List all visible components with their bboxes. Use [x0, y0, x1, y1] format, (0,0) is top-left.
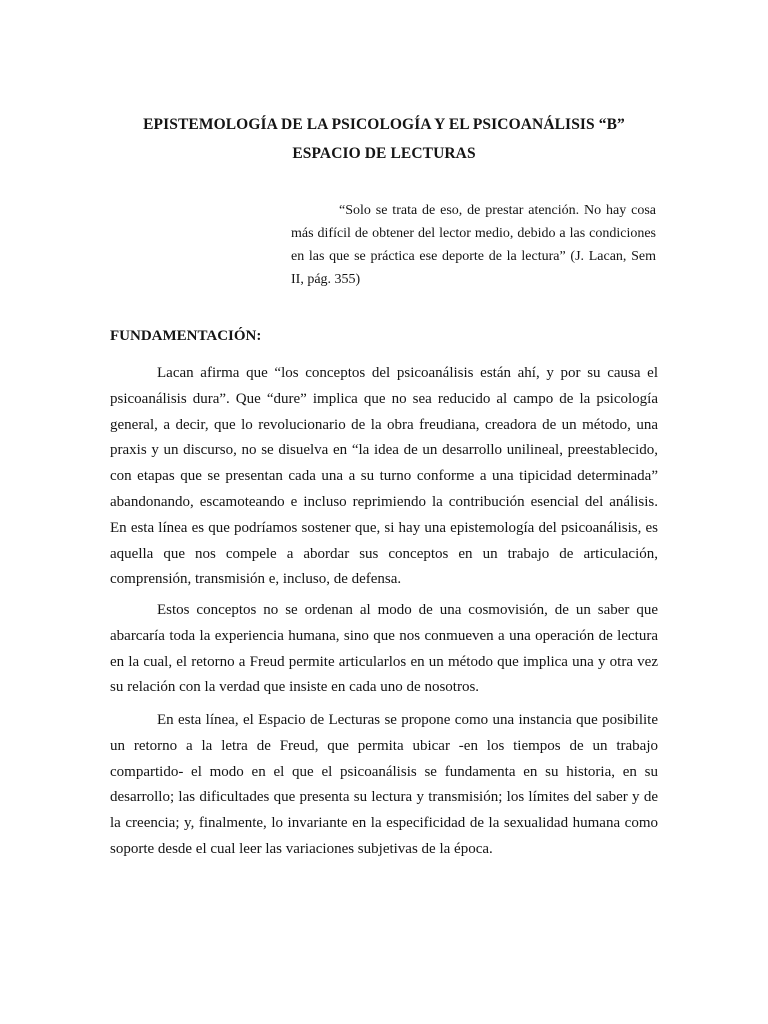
document-title: EPISTEMOLOGÍA DE LA PSICOLOGÍA Y EL PSICOANÁLISIS “B” — [143, 116, 625, 133]
body-paragraph-2-block — [110, 598, 658, 711]
body-paragraph-3-block — [110, 708, 658, 873]
body-paragraph-1-block — [110, 361, 658, 603]
body-paragraph: Estos conceptos no se ordenan al modo de una cosmovisión, de un saber que abarcaría toda la experiencia humana, sino que nos conmueven a una operación de lectura en la cual, el retorno a Freud permite articularlos en un método que implica una y otra vez su relación con la verdad que insiste en cada uno de nosotros. — [110, 602, 658, 696]
epigraph-quote: “Solo se trata de eso, de prestar atención. No hay cosa más difícil de obtener del lector medio, debido a las condiciones en las que se práctica ese deporte de la lectura” (J. Lacan, Sem II, pág. 355) — [291, 203, 656, 287]
body-paragraph: En esta línea, el Espacio de Lecturas se propone como una instancia que posibilite un retorno a la letra de Freud, que permita ubicar -en los tiempos de un trabajo compartido- el modo en el que el psicoanálisis se fundamenta en su historia, en su desarrollo; las dificultades que presenta su lectura y transmisión; los límites del saber y de la creencia; y, finalmente, lo invariante en la especificidad de la sexualidad humana como soporte desde el cual leer las variaciones subjetivas de la época. — [110, 712, 658, 857]
document-subtitle: ESPACIO DE LECTURAS — [292, 145, 476, 162]
section-heading: FUNDAMENTACIÓN: — [110, 328, 262, 344]
body-paragraph: Lacan afirma que “los conceptos del psicoanálisis están ahí, y por su causa el psicoanálisis dura”. Que “dure” implica que no sea reducido al campo de la psicología general, a decir, que lo revolucionario de la obra freudiana, creadora de un método, una praxis y un discurso, no se disuelva en “la idea de un desarrollo unilineal, preestablecido, con etapas que se presentan cada una a su turno conforme a una tipicidad determinada” abandonando, escamoteando e incluso reprimiendo la contribución esencial del análisis. En esta línea es que podríamos sostener que, si hay una epistemología del psicoanálisis, es aquella que nos compele a abordar sus conceptos en un trabajo de articulación, comprensión, transmisión e, incluso, de defensa. — [110, 365, 658, 588]
